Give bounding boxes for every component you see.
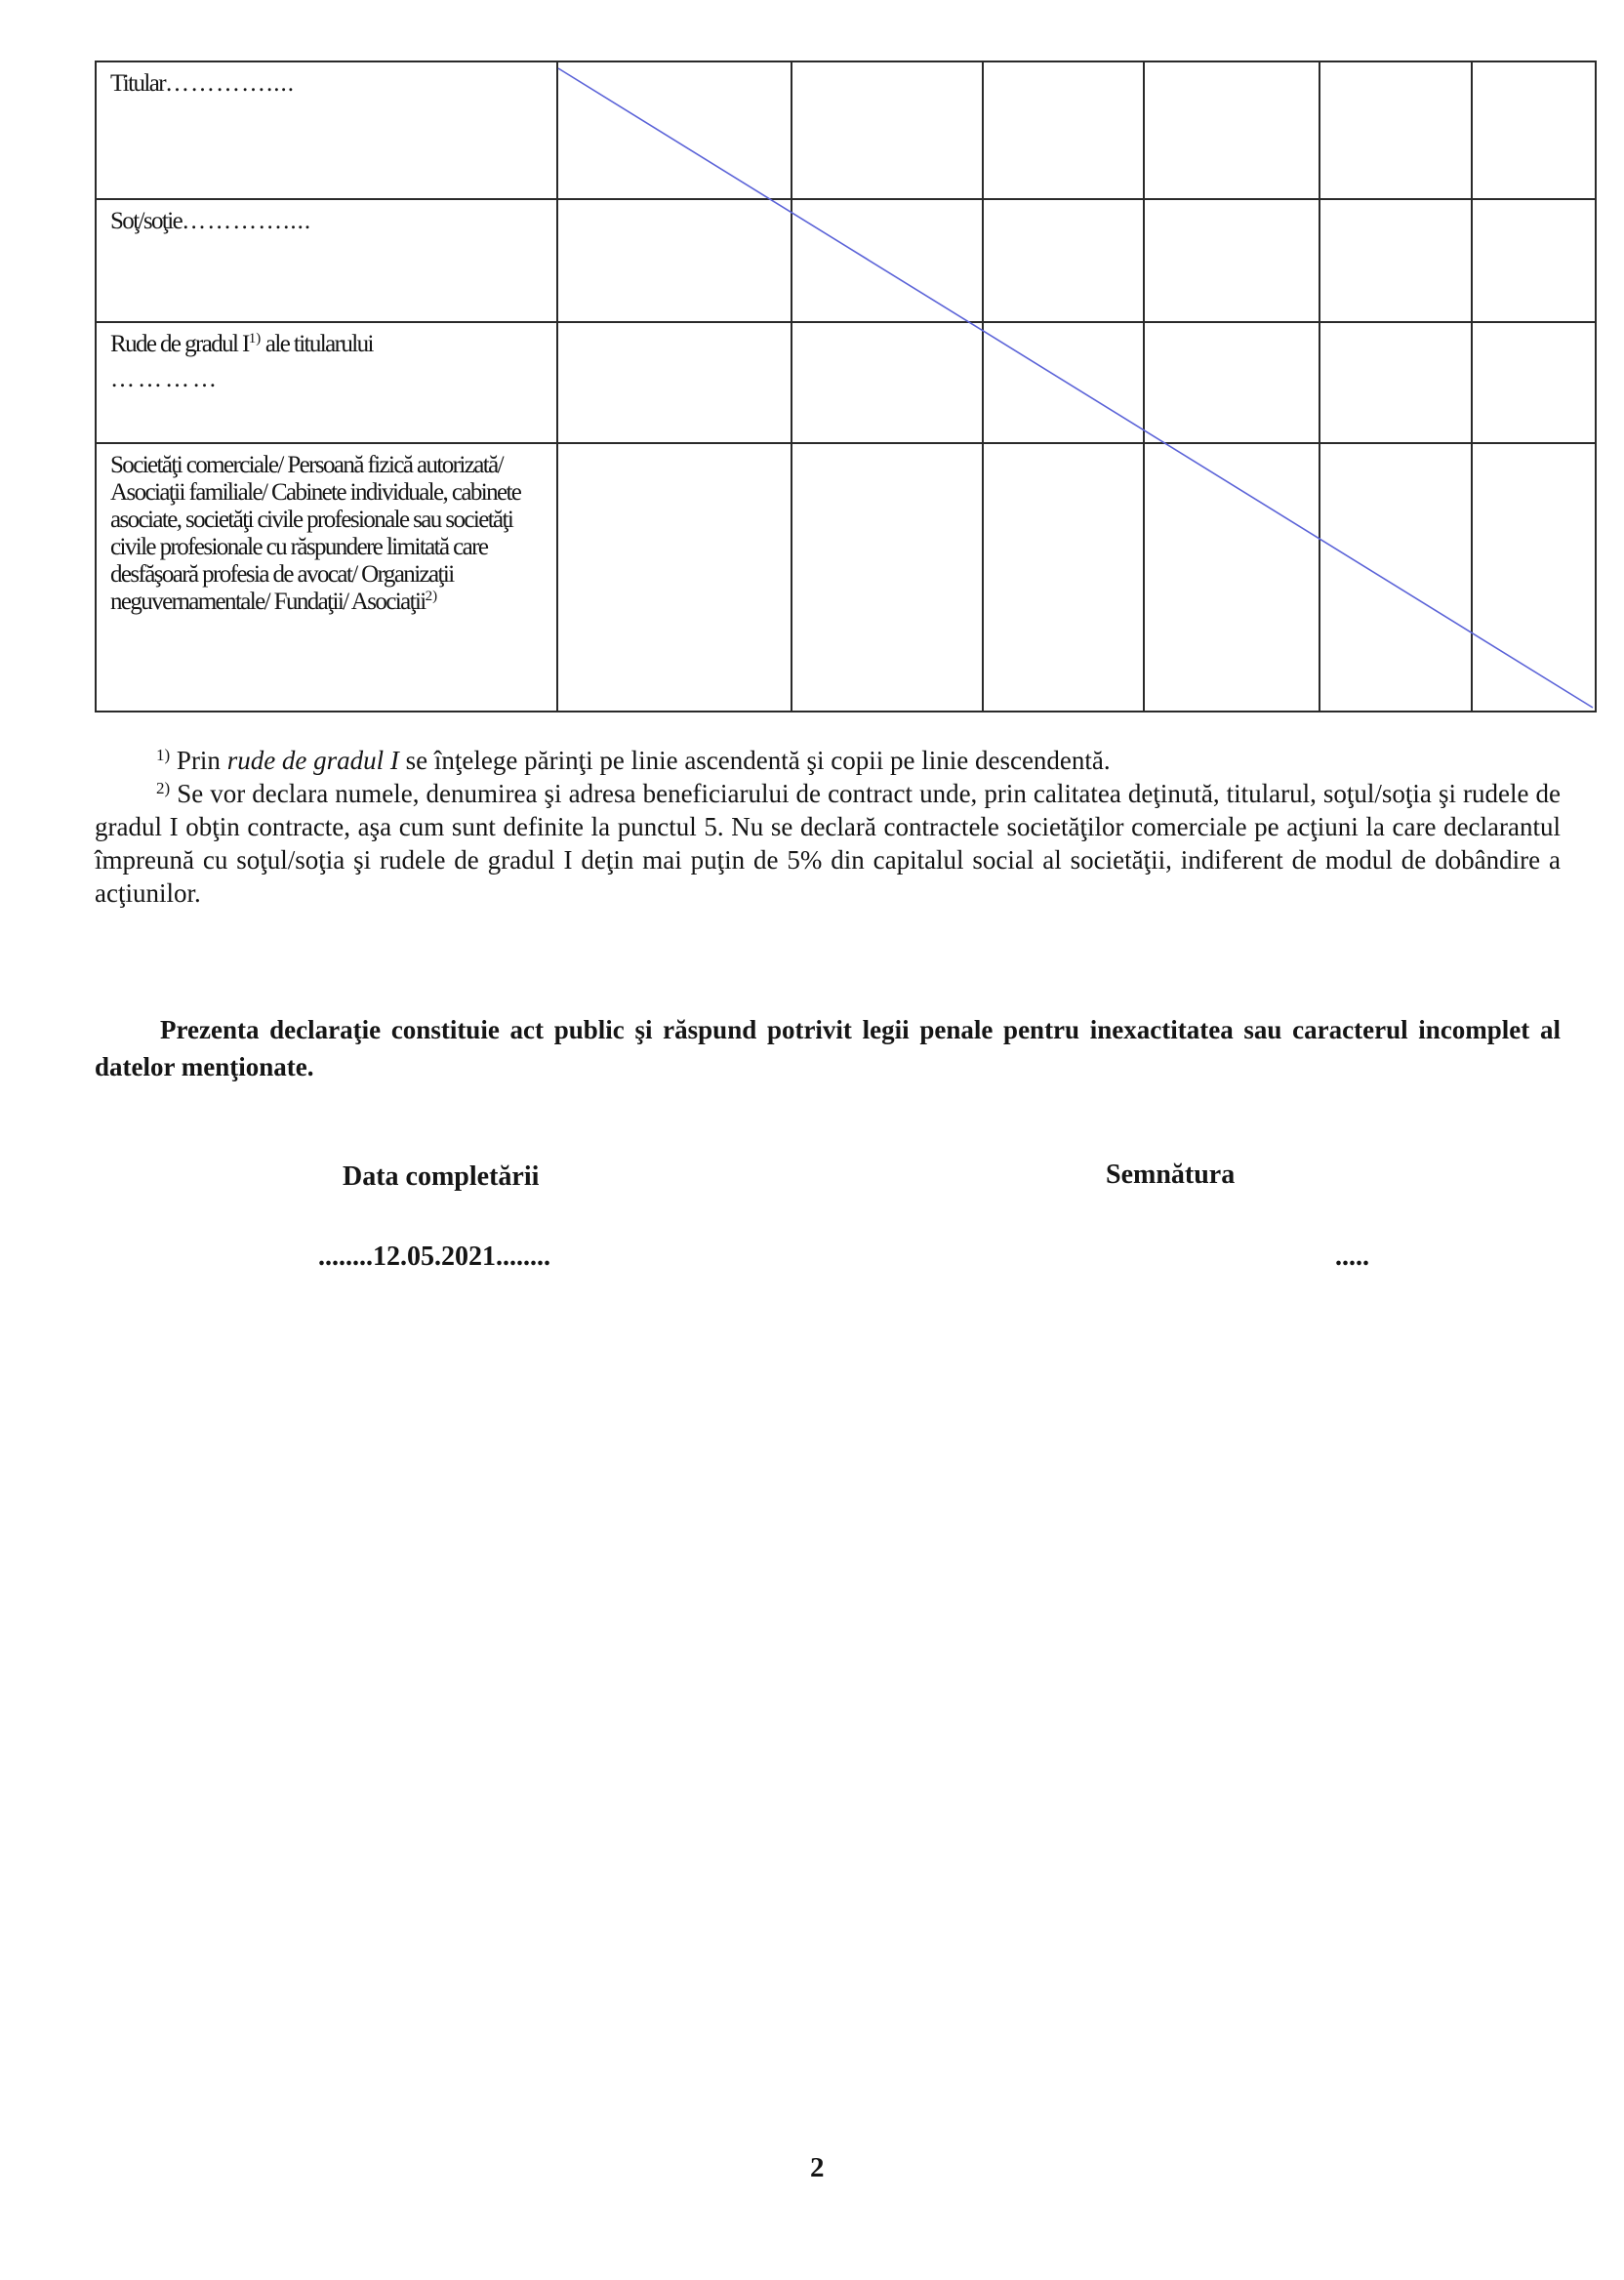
table-cell bbox=[1144, 61, 1320, 199]
table-cell bbox=[1320, 322, 1472, 443]
row-label-spouse bbox=[96, 199, 557, 322]
dotted-fill: ………….... bbox=[164, 70, 295, 97]
footnote-ref: 1) bbox=[248, 331, 262, 346]
table-cell bbox=[1144, 322, 1320, 443]
footnote-2 bbox=[95, 777, 1561, 910]
dotted-fill: ………….... bbox=[182, 208, 312, 234]
table-row-titular bbox=[96, 61, 1596, 199]
table-cell bbox=[1472, 443, 1596, 712]
table-cell bbox=[1144, 443, 1320, 712]
table-cell bbox=[792, 443, 983, 712]
table-row-relatives bbox=[96, 322, 1596, 443]
footnote-ref: 2) bbox=[425, 589, 438, 604]
table-cell bbox=[557, 322, 792, 443]
table-cell bbox=[557, 61, 792, 199]
row-label-organizations bbox=[96, 443, 557, 712]
table-cell bbox=[1472, 322, 1596, 443]
table-cell bbox=[1320, 61, 1472, 199]
table-cell bbox=[1320, 199, 1472, 322]
row-label-text: Rude de gradul I bbox=[110, 331, 249, 357]
footnote-text: Prin bbox=[170, 746, 227, 775]
legal-declaration: Prezenta declaraţie constituie act public şi răspund potrivit legii penale pentru inexactitatea sau caracterul incomplet al datelor menţionate. bbox=[95, 1015, 1561, 1081]
date-value: ........12.05.2021........ bbox=[318, 1242, 550, 1272]
page-number: 2 bbox=[810, 2152, 825, 2183]
table-row-organizations bbox=[96, 443, 1596, 712]
footnote-text: se înţelege părinţi pe linie ascendentă şi copii pe linie descendentă. bbox=[398, 746, 1111, 775]
row-label-text: Soţ/soţie bbox=[110, 208, 183, 234]
row-label-titular bbox=[96, 61, 557, 199]
contracts-table bbox=[95, 61, 1597, 712]
footnote-1 bbox=[95, 744, 1561, 777]
table-cell bbox=[983, 443, 1144, 712]
table-cell bbox=[1472, 199, 1596, 322]
row-label-text: Societăţi comerciale/ Persoană fizică autorizată/ Asociaţii familiale/ Cabinete individuale, cabinete asociate, societăţi civile profesionale sau societăţi civile profesionale cu răspundere limitată care desfăşoară profesia de avocat/ Organizaţii neguvernamentale/ Fundaţii/ Asociaţii bbox=[110, 452, 521, 615]
dotted-fill: ………… bbox=[110, 366, 220, 392]
date-label: Data completării bbox=[343, 1161, 540, 1192]
table-cell bbox=[1320, 443, 1472, 712]
table-cell bbox=[792, 199, 983, 322]
row-label-text-after: ale titularului bbox=[261, 331, 373, 357]
table-cell bbox=[557, 199, 792, 322]
table-cell bbox=[557, 443, 792, 712]
table-cell bbox=[983, 322, 1144, 443]
footnote-text: Se vor declara numele, denumirea şi adresa beneficiarului de contract unde, prin calitatea deţinută, titularul, soţul/soţia şi rudele de gradul I obţin contracte, aşa cum sunt definite la punctul 5. Nu se declară contractele societăţilor comerciale pe acţiuni la care declarantul împreună cu soţul/soţia şi rudele de gradul I deţin mai puţin de 5% din capitalul social al societăţii, indiferent de modul de dobândire a acţiunilor. bbox=[95, 779, 1561, 908]
table-cell bbox=[792, 322, 983, 443]
table-cell bbox=[1144, 199, 1320, 322]
table-cell bbox=[1472, 61, 1596, 199]
signature-label: Semnătura bbox=[1106, 1160, 1236, 1184]
table-row-spouse bbox=[96, 199, 1596, 322]
signature-value: ..... bbox=[1335, 1242, 1369, 1272]
row-label-relatives bbox=[96, 322, 557, 443]
row-label-text: Titular bbox=[110, 70, 165, 97]
footnote-mark: 2) bbox=[156, 779, 171, 797]
footnote-mark: 1) bbox=[156, 746, 171, 764]
table-cell bbox=[983, 199, 1144, 322]
table-cell bbox=[983, 61, 1144, 199]
footnotes bbox=[95, 744, 1561, 910]
footnote-italic-term: rude de gradul I bbox=[226, 746, 399, 775]
table-cell bbox=[792, 61, 983, 199]
